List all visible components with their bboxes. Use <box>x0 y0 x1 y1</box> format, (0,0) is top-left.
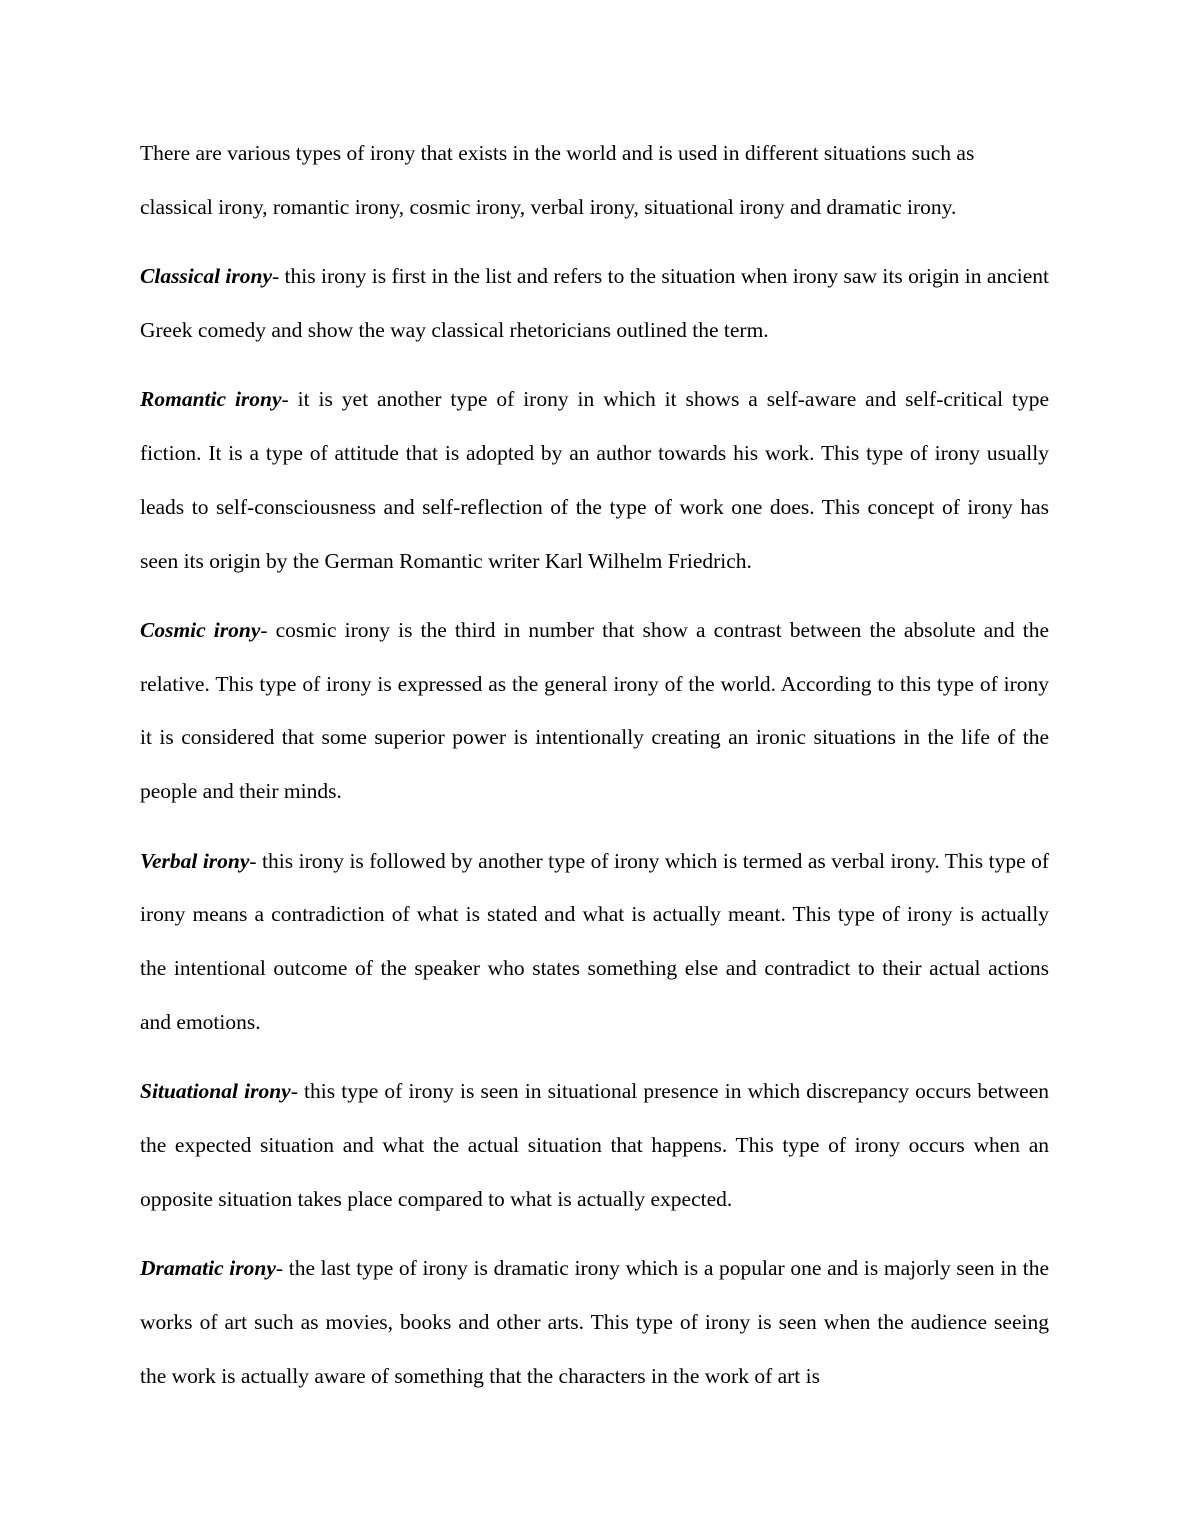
term-verbal-irony: Verbal irony <box>140 848 250 873</box>
definition-classical-irony: - this irony is first in the list and refers to the situation when irony saw its origin in ancient Greek comedy and show the way classical rhetoricians outlined the term. <box>140 264 1049 342</box>
term-classical-irony: Classical irony <box>140 264 273 289</box>
paragraph-dramatic-irony <box>140 1242 1049 1403</box>
document-body <box>140 127 1049 1419</box>
term-situational-irony: Situational irony <box>140 1079 291 1104</box>
paragraph-verbal-irony <box>140 835 1049 1050</box>
term-cosmic-irony: Cosmic irony <box>140 617 261 642</box>
paragraph-romantic-irony <box>140 373 1049 588</box>
intro-paragraph: There are various types of irony that exists in the world and is used in different situations such as classical irony, romantic irony, cosmic irony, verbal irony, situational irony and dramatic irony. <box>140 141 975 219</box>
definition-dramatic-irony: - the last type of irony is dramatic irony which is a popular one and is majorly seen in the works of art such as movies, books and other arts. This type of irony is seen when the audience seeing the work is actually aware of something that the characters in the work of art is <box>140 1256 1049 1388</box>
term-dramatic-irony: Dramatic irony <box>140 1256 276 1281</box>
term-romantic-irony: Romantic irony <box>140 387 282 412</box>
definition-romantic-irony: - it is yet another type of irony in which it shows a self-aware and self-critical type fiction. It is a type of attitude that is adopted by an author towards his work. This type of irony usually leads to self-consciousness and self-reflection of the type of work one does. This concept of irony has seen its origin by the German Romantic writer Karl Wilhelm Friedrich. <box>140 387 1049 573</box>
definition-cosmic-irony: - cosmic irony is the third in number that show a contrast between the absolute and the relative. This type of irony is expressed as the general irony of the world. According to this type of irony it is considered that some superior power is intentionally creating an ironic situations in the life of the people and their minds. <box>140 617 1049 804</box>
paragraph-cosmic-irony <box>140 604 1049 819</box>
paragraph-classical-irony <box>140 250 1049 358</box>
paragraph-situational-irony <box>140 1065 1049 1226</box>
definition-situational-irony: - this type of irony is seen in situational presence in which discrepancy occurs between the expected situation and what the actual situation that happens. This type of irony occurs when an opposite situation takes place compared to what is actually expected. <box>140 1079 1049 1211</box>
definition-verbal-irony: - this irony is followed by another type of irony which is termed as verbal irony. This type of irony means a contradiction of what is stated and what is actually meant. This type of irony is actually the intentional outcome of the speaker who states something else and contradict to their actual actions and emotions. <box>140 848 1049 1034</box>
